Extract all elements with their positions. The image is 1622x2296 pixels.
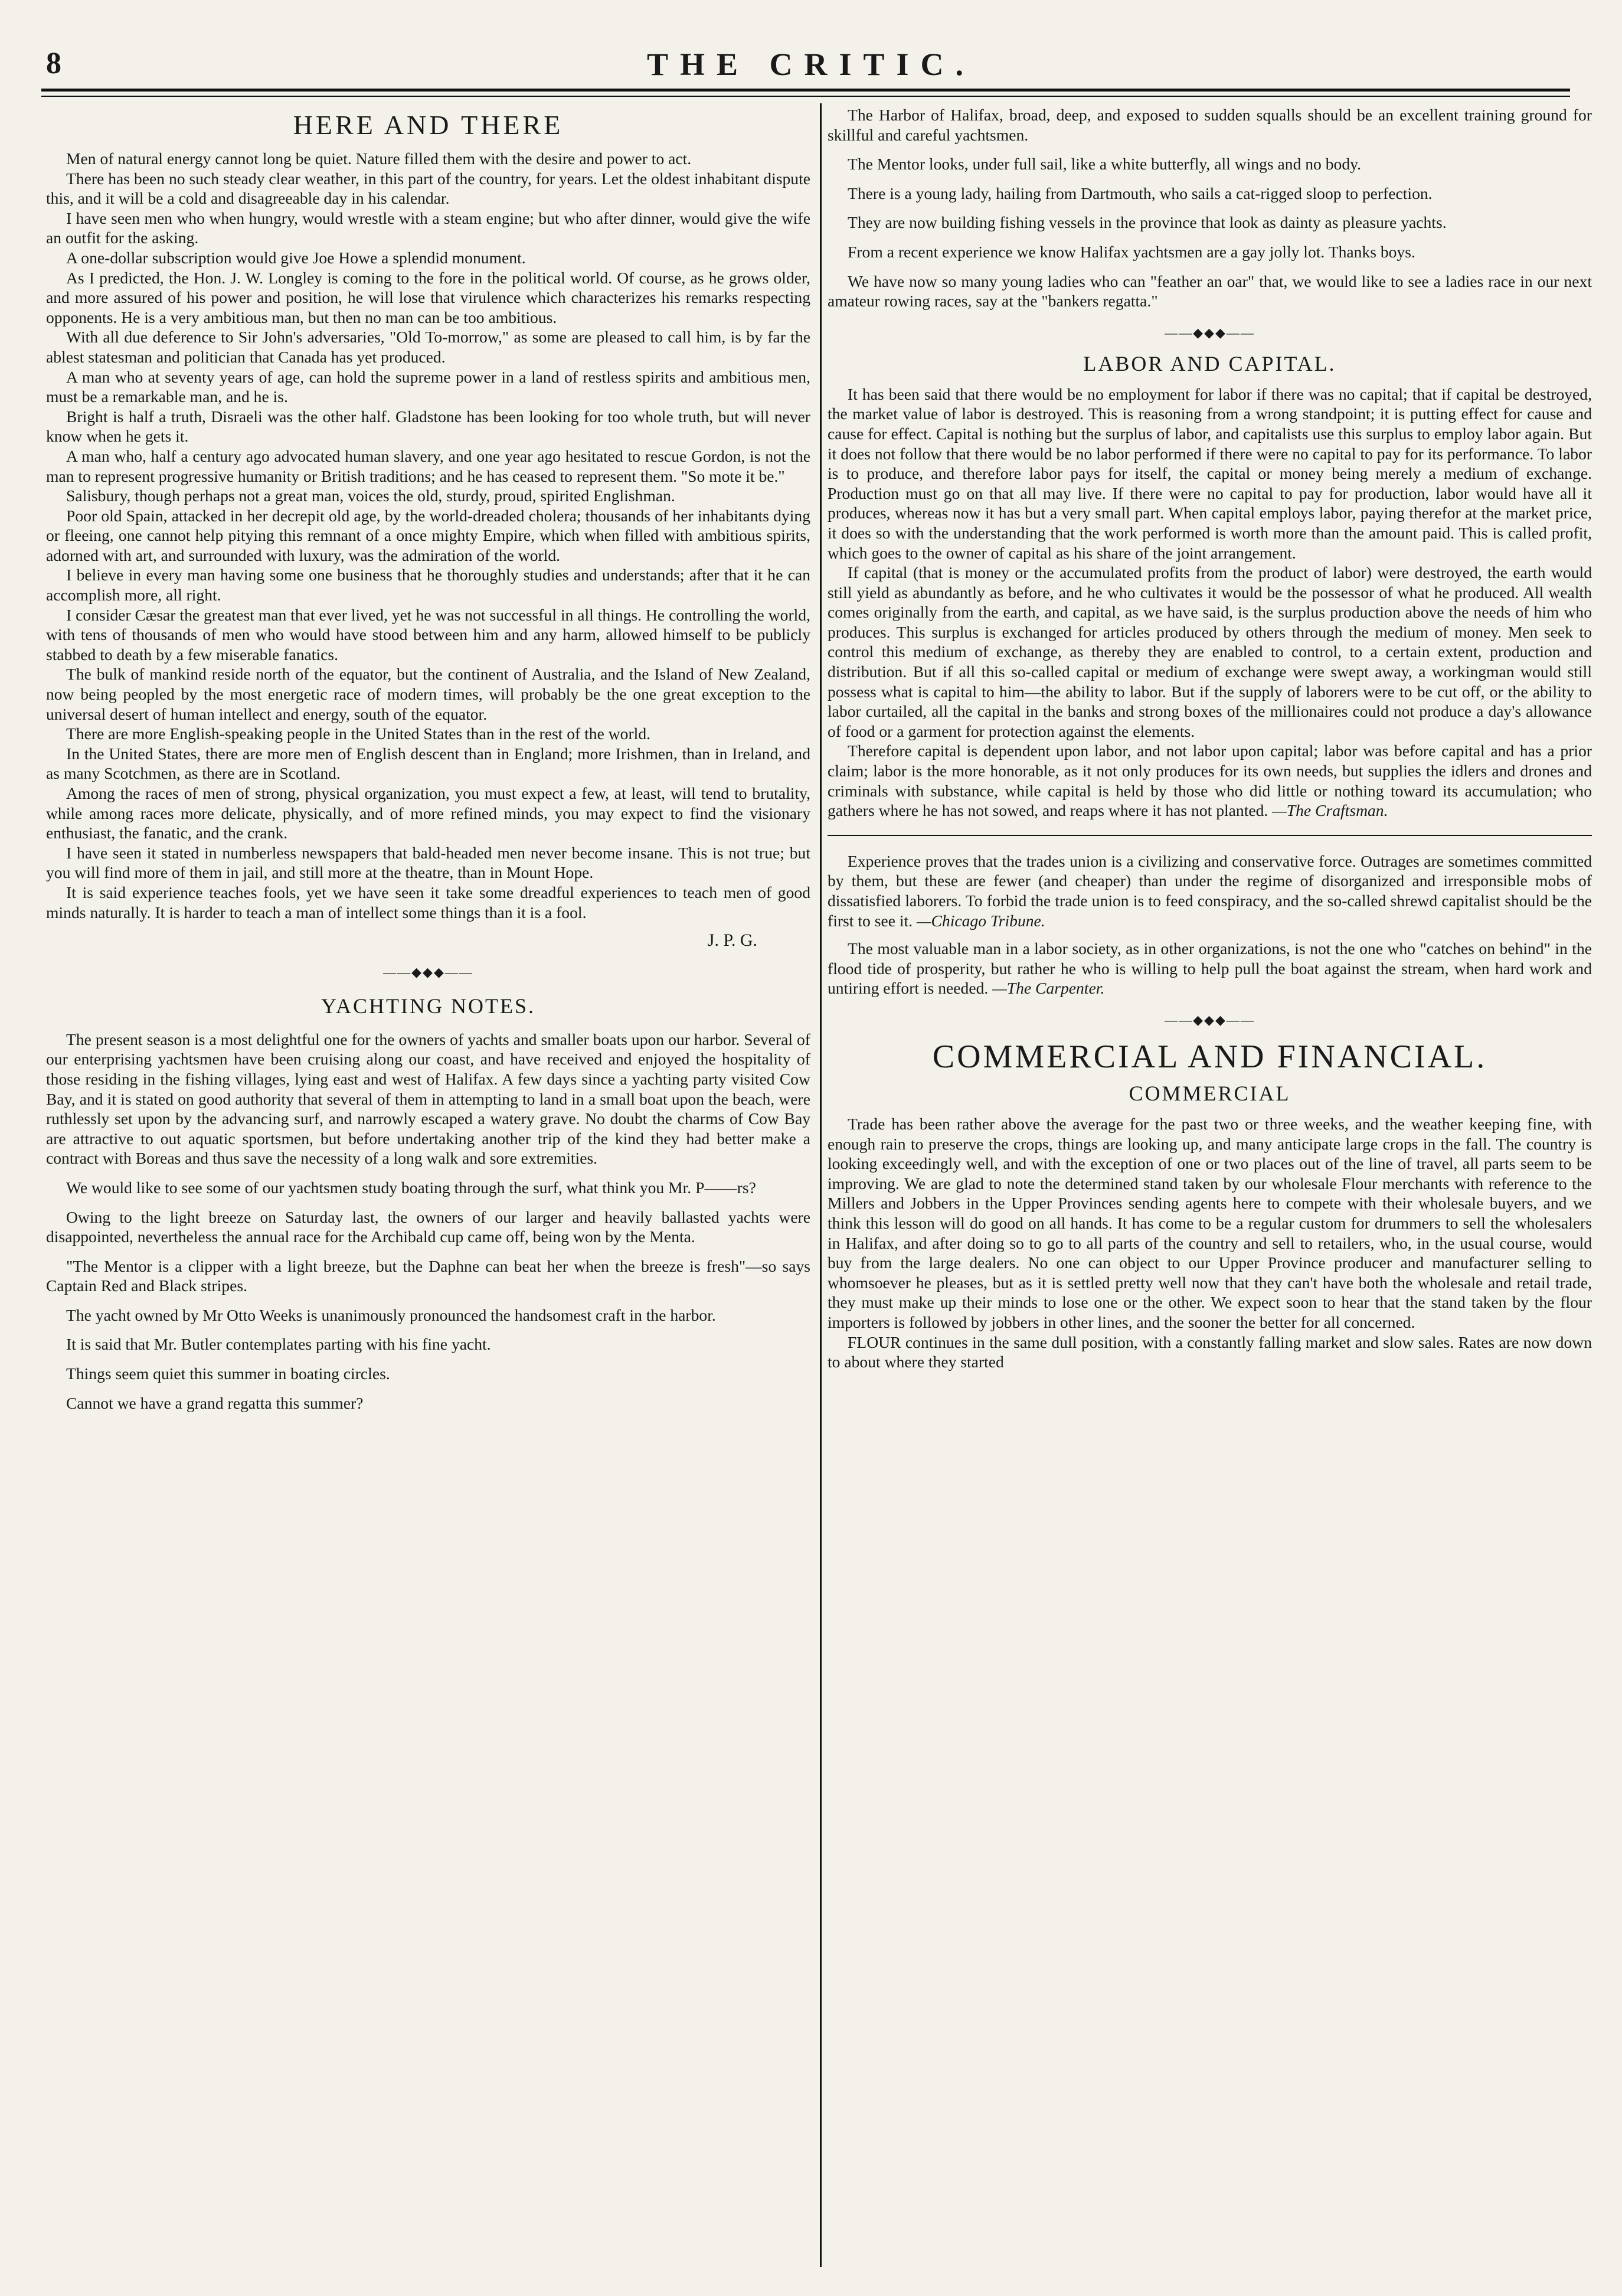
yachting-notes-body xyxy=(46,1030,810,1413)
paragraph-text: In the United States, there are more men of English descent than in England; more Irishmen, than in Ireland, and as many Scotchmen, as there are in Scotland. xyxy=(46,744,810,783)
labor-society-body xyxy=(828,939,1592,998)
paragraph xyxy=(828,939,1592,998)
paragraph-text: There is a young lady, hailing from Dartmouth, who sails a cat-rigged sloop to perfection. xyxy=(848,184,1433,203)
paragraph-text: FLOUR continues in the same dull position, with a constantly falling market and slow sales. Rates are now down to about where they started xyxy=(828,1332,1592,1371)
paragraph xyxy=(46,407,810,446)
paragraph xyxy=(46,169,810,208)
paragraph xyxy=(46,1305,810,1325)
paragraph xyxy=(46,565,810,605)
paragraph xyxy=(46,783,810,843)
paragraph-text: Owing to the light breeze on Saturday last, the owners of our larger and heavily ballasted yachts were disappointed, nevertheless the annual race for the Archibald cup came off, being won by the Menta. xyxy=(46,1207,810,1246)
here-and-there-body xyxy=(46,149,810,922)
paragraph xyxy=(46,367,810,407)
paragraph xyxy=(46,744,810,783)
trades-union-body xyxy=(828,851,1592,930)
paragraph xyxy=(828,154,1592,174)
paragraph-text: A man who at seventy years of age, can hold the supreme power in a land of restless spirits and ambitious men, must be a remarkable man, and he is. xyxy=(46,367,810,406)
paragraph-text: There has been no such steady clear weather, in this part of the country, for years. Let the oldest inhabitant dispute this, and it will be a cold and disagreeable day in his calendar. xyxy=(46,169,810,208)
paragraph-text: I consider Cæsar the greatest man that ever lived, yet he was not successful in all things. He controlling the world, with tens of thousands of men who would have stood between him and any harm, allowed himself to be publicly stabbed to death by a few miserable fanatics. xyxy=(46,605,810,664)
paragraph-text: Therefore capital is dependent upon labor, and not labor upon capital; labor was before capital and has a prior claim; labor is the more honorable, as it not only produces for its own needs, but supplies the idlers and drones and criminals with substance, while capital is held by those who did little or nothing toward its accumulation; who gathers where he has not sowed, and reaps where it has not planted. xyxy=(828,742,1592,820)
paragraph-text: The Harbor of Halifax, broad, deep, and exposed to sudden squalls should be an excellent training ground for skillful and careful yachtsmen. xyxy=(828,106,1592,144)
paragraph xyxy=(46,1256,810,1296)
paragraph-text: "The Mentor is a clipper with a light breeze, but the Daphne can beat her when the breeze is fresh"—so says Captain Red and Black stripes. xyxy=(46,1256,810,1295)
paragraph xyxy=(828,563,1592,741)
paragraph xyxy=(46,248,810,268)
paragraph xyxy=(46,724,810,744)
paragraph xyxy=(828,184,1592,204)
paragraph-text: Cannot we have a grand regatta this summer? xyxy=(66,1393,364,1412)
paragraph-text: Things seem quiet this summer in boating circles. xyxy=(66,1364,390,1383)
paragraph xyxy=(46,1030,810,1168)
header-rule xyxy=(41,89,1570,92)
paragraph-text: The most valuable man in a labor society, as in other organizations, is not the one who "catches on behind" in the flood tide of prosperity, but rather he who is willing to help pull the boat against the stream, when hard work and untiring effort is needed. xyxy=(828,939,1592,998)
paragraph xyxy=(828,384,1592,563)
paragraph-text: I have seen it stated in numberless newspapers that bald-headed men never become insane. This is not true; but you will find more of them in jail, and still more at the theatre, than in Mount Hope. xyxy=(46,843,810,882)
paragraph-text: From a recent experience we know Halifax yachtsmen are a gay jolly lot. Thanks boys. xyxy=(848,242,1415,261)
paragraph-text: It is said experience teaches fools, yet we have seen it take some dreadful experiences to teach men of good minds naturally. It is harder to teach a man of intellect some things than it is a fool. xyxy=(46,883,810,922)
source-credit: —The Carpenter. xyxy=(992,979,1105,998)
column-divider xyxy=(820,103,822,2267)
labor-and-capital-body xyxy=(828,384,1592,821)
paragraph-text: Among the races of men of strong, physical organization, you must expect a few, at least, will tend to brutality, while among races more delicate, physically, and of more refined minds, you may expect to find the visionary enthusiast, the fanatic, and the crank. xyxy=(46,784,810,842)
yachting-notes-continued xyxy=(828,105,1592,311)
labor-and-capital-heading: LABOR AND CAPITAL. xyxy=(1083,351,1336,375)
paragraph xyxy=(46,883,810,922)
paragraph-text: Men of natural energy cannot long be quiet. Nature filled them with the desire and power to act. xyxy=(66,149,692,168)
commercial-subheading: COMMERCIAL xyxy=(1129,1081,1291,1105)
paragraph-text: We would like to see some of our yachtsmen study boating through the surf, what think you Mr. P——rs? xyxy=(66,1178,756,1197)
section-rule xyxy=(828,835,1592,836)
yachting-notes-heading: YACHTING NOTES. xyxy=(321,994,535,1018)
paragraph-text: With all due deference to Sir John's adversaries, "Old To-morrow," as some are pleased to call him, is by far the ablest statesman and politician that Canada has yet produced. xyxy=(46,328,810,366)
paragraph xyxy=(46,1207,810,1247)
left-column xyxy=(46,105,810,1413)
paragraph-text: Experience proves that the trades union is a civilizing and conservative force. Outrages are sometimes committed by them, but these are fewer (and cheaper) than under the regime of disorganized and irresponsible mobs of dissatisfied laborers. To forbid the trade union is to feed conspiracy, and the so-called shrewd capitalist should be the first to see it. xyxy=(828,851,1592,930)
paragraph xyxy=(828,1332,1592,1372)
paragraph xyxy=(46,1364,810,1384)
paragraph-text: Bright is half a truth, Disraeli was the other half. Gladstone has been looking for too whole truth, but will never know when he gets it. xyxy=(46,407,810,446)
paragraph xyxy=(46,1334,810,1354)
paragraph xyxy=(46,1178,810,1198)
paragraph-text: The present season is a most delightful one for the owners of yachts and smaller boats upon our harbor. Several of our enterprising yachtsmen have been cruising along our coast, and have received and enjoyed the hospitality of those residing in the fishing villages, lying east and west of Halifax. A few days since a yachting party visited Cow Bay, and it is stated on good authority that several of them in attempting to land in a small boat upon the beach, were ruthlessly set upon by the advancing surf, and narrowly escaped a watery grave. No doubt the charms of Cow Bay are attractive to out aquatic sportsmen, but before undertaking another trip of the kind they had better make a contract with Boreas and thus save the necessity of a long walk and sore extremities. xyxy=(46,1030,810,1168)
paragraph xyxy=(46,268,810,328)
source-credit: —The Craftsman. xyxy=(1272,801,1388,820)
paragraph-text: There are more English-speaking people in the United States than in the rest of the world. xyxy=(66,724,651,743)
source-credit: —Chicago Tribune. xyxy=(916,911,1045,930)
paragraph-text: It has been said that there would be no employment for labor if there was no capital; that if capital be destroyed, the market value of labor is destroyed. This is reasoning from a wrong standpoint; it is putting effect for cause and cause for effect. Capital is nothing but the surplus of labor, and capitalists use this surplus to employ labor again. But it does not follow that there would be no labor performed if there were no capital to pay for its performance. To labor is to produce, and therefore labor pays for itself, the capital or money being merely a medium of exchange. Production must go on that all may live. If there were no capital to pay for production, labor would have all it produces, whereas now it has but a very small part. When capital employs labor, paying therefor at the market price, it does so with the understanding that the work performed is worth more than the amount paid. This is called profit, which goes to the owner of capital as his share of the joint arrangement. xyxy=(828,384,1592,562)
ornament-divider-2: ——◆◆◆—— xyxy=(1165,325,1255,340)
ornament-divider: ——◆◆◆—— xyxy=(383,964,473,979)
paragraph-text: The yacht owned by Mr Otto Weeks is unanimously pronounced the handsomest craft in the harbor. xyxy=(66,1305,716,1324)
paragraph-text: A one-dollar subscription would give Joe Howe a splendid monument. xyxy=(66,248,526,267)
paragraph-text: The Mentor looks, under full sail, like a white butterfly, all wings and no body. xyxy=(848,155,1362,174)
masthead: THE CRITIC. xyxy=(646,47,976,82)
paragraph-text: Poor old Spain, attacked in her decrepit old age, by the world-dreaded cholera; thousands of her inhabitants dying or fleeing, one cannot help pitying this remnant of a once mighty Empire, which when filled with ambitious spirits, adorned with art, and surrounded with luxury, was the admiration of the world. xyxy=(46,506,810,564)
paragraph xyxy=(46,605,810,665)
header-rule-thin xyxy=(41,96,1570,97)
paragraph xyxy=(46,327,810,367)
paragraph xyxy=(46,446,810,486)
right-column xyxy=(828,105,1592,1372)
paragraph-text: Trade has been rather above the average for the past two or three weeks, and the weather keeping fine, with enough rain to preserve the crops, things are looking up, and many anticipate large crops in the fall. The country is looking exceedingly well, and with the exception of one or two places out of the line of travel, all parts seem to be improving. We are glad to note the determined stand taken by our wholesale Flour merchants with reference to the Millers and Jobbers in the Upper Provinces sending agents here to compete with their wholesale buyers, and we think this lesson will do good on all hands. It has come to be a regular custom for drummers to sell the wholesalers in Halifax, and after doing so to go to all parts of the country and sell to retailers, who, in the usual course, would buy from the large dealers. No one can object to our Upper Province producer and manufacturer selling to whomsoever he pleases, but as it is settled pretty well now that they can't have both the wholesale and retail trade, they must make up their minds to lose one or the other. We expect soon to hear that the stand taken by the flour importers is followed by jobbers in other lines, and the sooner the better for all concerned. xyxy=(828,1114,1592,1331)
paragraph-text: We have now so many young ladies who can "feather an oar" that, we would like to see a ladies race in our next amateur rowing races, say at the "bankers regatta." xyxy=(828,272,1592,311)
paragraph xyxy=(828,272,1592,311)
paragraph xyxy=(46,664,810,724)
paragraph-text: Salisbury, though perhaps not a great man, voices the old, sturdy, proud, spirited Englishman. xyxy=(66,486,675,505)
paragraph xyxy=(46,208,810,248)
paragraph-text: The bulk of mankind reside north of the equator, but the continent of Australia, and the Island of New Zealand, now being peopled by the most energetic race of modern times, will probably be the one great exception to the universal desert of human intellect and energy, south of the equator. xyxy=(46,665,810,723)
paragraph-text: If capital (that is money or the accumulated profits from the product of labor) were destroyed, the earth would still yield as abundantly as before, and he who cultivates it would be the possessor of what he produced. All wealth comes originally from the earth, and capital, as we have said, is the surplus production above the needs of him who produces. This surplus is exchanged for articles produced by others through the medium of money. Men seek to control this medium of exchange, as thereby they are enabled to control, to a certain extent, production and distribution. But if all this so-called capital or medium of exchange were swept away, a workingman would still possess what is capital to him—the ability to labor. But if the supply of laborers were to be cut off, or the ability to labor curtailed, all the capital in the banks and strong boxes of the millionaires could not produce a day's allowance of food or a garment for protection against the elements. xyxy=(828,563,1592,740)
paragraph xyxy=(46,843,810,883)
paragraph-text: As I predicted, the Hon. J. W. Longley is coming to the fore in the political world. Of course, as he grows older, and more assured of his power and position, he will lose that virulence which characterizes his remarks respecting opponents. He is a very ambitious man, but then no man can be too ambitious. xyxy=(46,268,810,326)
paragraph xyxy=(828,741,1592,820)
commercial-body xyxy=(828,1114,1592,1372)
here-and-there-heading: HERE AND THERE xyxy=(293,110,564,140)
paragraph-text: A man who, half a century ago advocated human slavery, and one year ago hesitated to rescue Gordon, is not the man to represent progressive humanity or British traditions; and he has ceased to represent them. "So mote it be." xyxy=(46,446,810,485)
commercial-financial-heading: COMMERCIAL AND FINANCIAL. xyxy=(932,1038,1487,1075)
paragraph xyxy=(828,1114,1592,1332)
paragraph xyxy=(828,105,1592,145)
paragraph xyxy=(46,506,810,566)
paragraph xyxy=(828,851,1592,930)
signature: J. P. G. xyxy=(707,930,757,951)
paragraph-text: They are now building fishing vessels in the province that look as dainty as pleasure yachts. xyxy=(848,213,1447,232)
paragraph xyxy=(828,242,1592,262)
paragraph-text: It is said that Mr. Butler contemplates parting with his fine yacht. xyxy=(66,1335,491,1354)
paragraph-text: I believe in every man having some one business that he thoroughly studies and understands; after that it he can accomplish more, all right. xyxy=(46,566,810,605)
paragraph-text: I have seen men who when hungry, would wrestle with a steam engine; but who after dinner, would give the wife an outfit for the asking. xyxy=(46,208,810,247)
paragraph xyxy=(46,1393,810,1413)
ornament-divider-3: ——◆◆◆—— xyxy=(1165,1012,1255,1027)
page-number: 8 xyxy=(46,47,61,80)
paragraph xyxy=(46,149,810,169)
paragraph xyxy=(828,213,1592,233)
paragraph xyxy=(46,486,810,506)
